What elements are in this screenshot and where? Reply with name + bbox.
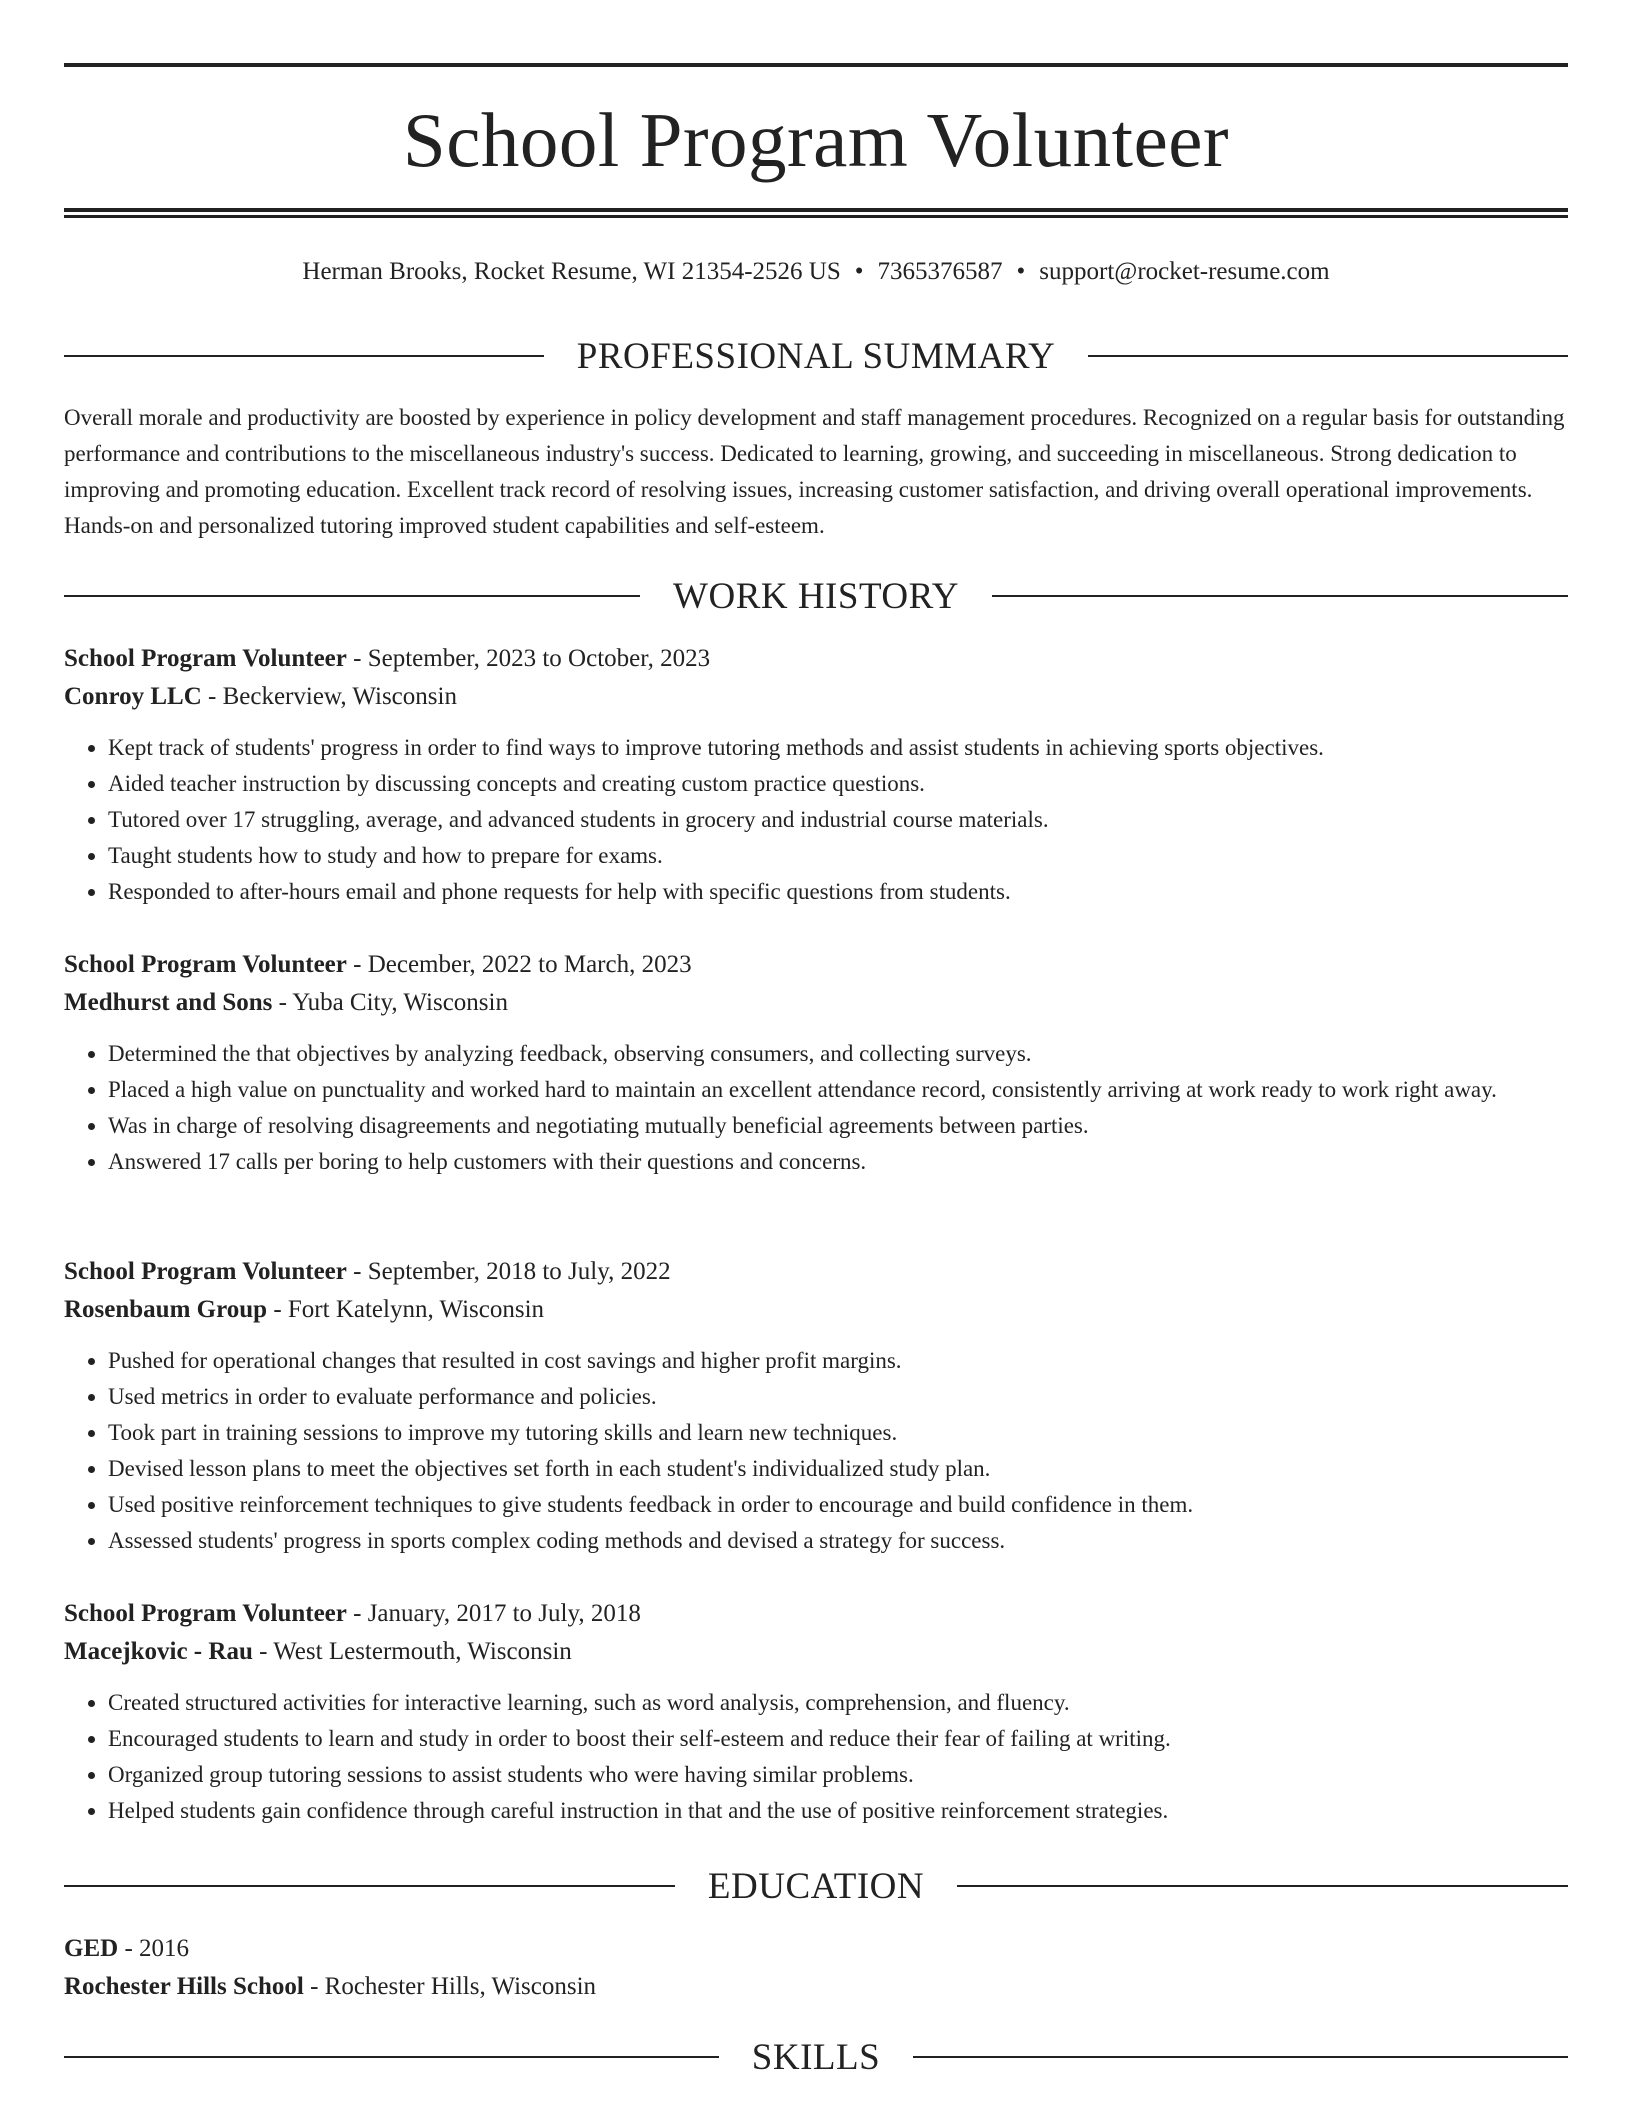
job-title: School Program Volunteer (64, 951, 347, 978)
heading-rule (64, 1885, 675, 1887)
job-bullet: • Helped students gain confidence through careful instruction in that and the use of positive reinforcement strategies. (108, 1793, 1568, 1829)
heading-rule (1088, 355, 1568, 357)
job-title: School Program Volunteer (64, 645, 347, 672)
section-heading-skills (64, 2035, 1568, 2079)
job-location: - Beckerview, Wisconsin (201, 683, 457, 710)
job-company-line (64, 1291, 1568, 1329)
contact-separator: • (854, 258, 864, 285)
job-bullet: • Answered 17 calls per boring to help customers with their questions and concerns. (108, 1144, 1568, 1180)
heading-rule (957, 1885, 1568, 1887)
section-heading-education (64, 1864, 1568, 1908)
title-divider-lower (64, 215, 1568, 218)
job-dates: - September, 2018 to July, 2022 (346, 1258, 671, 1285)
contact-separator: • (1016, 258, 1026, 285)
job-title: School Program Volunteer (64, 1600, 347, 1627)
job-company-line (64, 984, 1568, 1022)
job-title: School Program Volunteer (64, 1258, 347, 1285)
job-bullet: • Took part in training sessions to improve my tutoring skills and learn new techniques. (108, 1415, 1568, 1451)
job-bullets (64, 1343, 1568, 1559)
top-rule (64, 63, 1568, 67)
summary-text: Overall morale and productivity are boosted by experience in policy development and staff management procedures. Recognized on a regular basis for outstanding performance and contributions to the miscellaneous industry's success. Dedicated to learning, growing, and succeeding in miscellaneous. Strong dedication to improving and promoting education. Excellent track record of resolving issues, increasing customer satisfaction, and driving overall operational improvements. Hands-on and personalized tutoring improved student capabilities and self-esteem. (64, 405, 1565, 538)
job-bullet: • Created structured activities for interactive learning, such as word analysis, comprehension, and fluency. (108, 1685, 1568, 1721)
job-bullet: • Pushed for operational changes that resulted in cost savings and higher profit margins. (108, 1343, 1568, 1379)
job-company: Medhurst and Sons (64, 989, 273, 1016)
job-bullets (64, 1685, 1568, 1829)
job-entry (64, 1595, 1568, 1829)
job-entry (64, 640, 1568, 910)
job-dates: - September, 2023 to October, 2023 (346, 645, 711, 672)
education-school-line (64, 1968, 1568, 2006)
job-bullet: • Placed a high value on punctuality and worked hard to maintain an excellent attendance record, consistently arriving at work ready to work right away. (108, 1072, 1568, 1108)
job-title-line (64, 946, 1568, 984)
job-bullet: • Used metrics in order to evaluate performance and policies. (108, 1379, 1568, 1415)
job-location: - Yuba City, Wisconsin (272, 989, 508, 1016)
job-bullet: • Kept track of students' progress in order to find ways to improve tutoring methods and assist students in achieving sports objectives. (108, 730, 1568, 766)
education-location: - Rochester Hills, Wisconsin (303, 1973, 597, 2000)
job-title-line (64, 640, 1568, 678)
contact-email: support@rocket-resume.com (1039, 258, 1330, 285)
section-heading-summary (64, 334, 1568, 378)
education-degree: GED (64, 1935, 119, 1962)
contact-line (64, 255, 1568, 289)
job-title-line (64, 1253, 1568, 1291)
job-location: - Fort Katelynn, Wisconsin (267, 1296, 545, 1323)
job-bullet: • Determined the that objectives by analyzing feedback, observing consumers, and collecting surveys. (108, 1036, 1568, 1072)
job-bullet: • Assessed students' progress in sports complex coding methods and devised a strategy for success. (108, 1523, 1568, 1559)
education-year: - 2016 (118, 1935, 190, 1962)
job-bullet: • Tutored over 17 struggling, average, and advanced students in grocery and industrial course materials. (108, 802, 1568, 838)
heading-rule (64, 2056, 719, 2058)
job-title-line (64, 1595, 1568, 1633)
resume-title: School Program Volunteer (402, 97, 1230, 183)
education-entry (64, 1930, 1568, 2006)
section-title: SKILLS (751, 2036, 881, 2078)
job-company: Rosenbaum Group (64, 1296, 268, 1323)
job-company-line (64, 1633, 1568, 1671)
job-bullet: • Was in charge of resolving disagreements and negotiating mutually beneficial agreements between parties. (108, 1108, 1568, 1144)
job-location: - West Lestermouth, Wisconsin (252, 1638, 572, 1665)
job-bullets (64, 730, 1568, 910)
job-company: Macejkovic - Rau (64, 1638, 253, 1665)
education-school: Rochester Hills School (64, 1973, 304, 2000)
job-entry (64, 946, 1568, 1180)
section-title: PROFESSIONAL SUMMARY (576, 335, 1056, 377)
job-company: Conroy LLC (64, 683, 202, 710)
job-entry (64, 1253, 1568, 1559)
section-title: WORK HISTORY (673, 575, 959, 617)
heading-rule (913, 2056, 1568, 2058)
job-bullet: • Used positive reinforcement techniques to give students feedback in order to encourage and build confidence in them. (108, 1487, 1568, 1523)
job-company-line (64, 678, 1568, 716)
heading-rule (992, 595, 1568, 597)
heading-rule (64, 595, 640, 597)
job-bullets (64, 1036, 1568, 1180)
education-degree-line (64, 1930, 1568, 1968)
job-bullet: • Responded to after-hours email and phone requests for help with specific questions from students. (108, 874, 1568, 910)
job-dates: - December, 2022 to March, 2023 (346, 951, 692, 978)
job-bullet: • Encouraged students to learn and study in order to boost their self-esteem and reduce their fear of failing at writing. (108, 1721, 1568, 1757)
contact-address: Herman Brooks, Rocket Resume, WI 21354-2526 US (302, 258, 841, 285)
contact-phone: 7365376587 (877, 258, 1003, 285)
section-title: EDUCATION (707, 1865, 925, 1907)
job-bullet: • Devised lesson plans to meet the objectives set forth in each student's individualized study plan. (108, 1451, 1568, 1487)
job-bullet: • Taught students how to study and how to prepare for exams. (108, 838, 1568, 874)
title-divider-upper (64, 208, 1568, 212)
heading-rule (64, 355, 544, 357)
job-dates: - January, 2017 to July, 2018 (346, 1600, 641, 1627)
job-bullet: • Organized group tutoring sessions to assist students who were having similar problems. (108, 1757, 1568, 1793)
section-heading-work (64, 574, 1568, 618)
job-bullet: • Aided teacher instruction by discussing concepts and creating custom practice questions. (108, 766, 1568, 802)
